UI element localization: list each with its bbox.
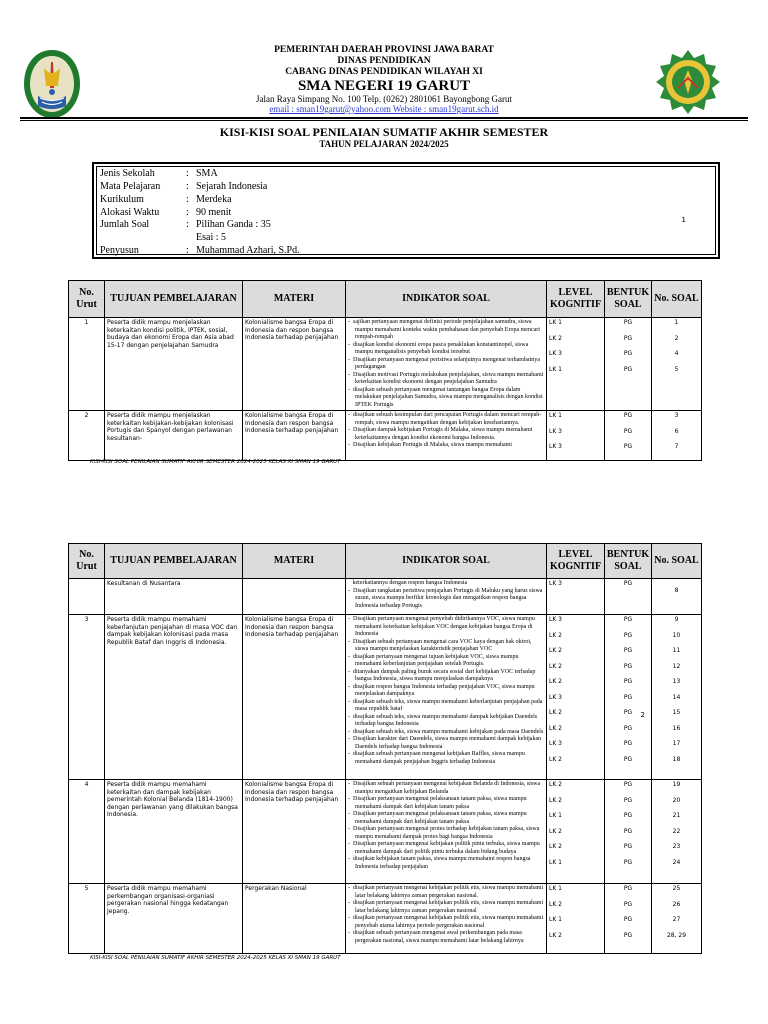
row-tujuan: Kesultanan di Nusantara [105, 579, 243, 615]
level-value: LK 2 [549, 843, 563, 850]
bentuk-value: PG [623, 678, 633, 685]
info-row: Mata Pelajaran : Sejarah Indonesia [100, 181, 268, 192]
header-materi: MATERI [243, 544, 346, 579]
indikator-item: - disajikan respon bangsa Indonesia terhadap penjajahan VOC, siswa mampu menjelaskan dampaknya [348, 683, 535, 697]
bentuk-value: PG [623, 900, 633, 908]
table-row [69, 579, 702, 615]
soal-number: 22 [672, 827, 681, 835]
soal-number: 15 [672, 709, 681, 716]
bentuk-value: PG [623, 796, 633, 804]
row-materi: Kolonialisme bangsa Eropa di Indonesia dan respon bangsa Indonesia terhadap penjajahan [243, 411, 346, 461]
bentuk-value: PG [623, 885, 633, 892]
level-value: LK 2 [549, 900, 563, 908]
level-value: LK 3 [549, 740, 563, 747]
indikator-item: - disajikan kondisi ekonomi eropa pasca penaklukan konstantinopel, siswa mampu menganalisis penyebab kondisi tersebut [348, 341, 529, 355]
level-value: LK 2 [549, 724, 563, 732]
level-value: LK 3 [549, 350, 563, 357]
school-address: Jalan Raya Simpang No. 100 Telp. (0262) 2801061 Bayongbong Garut [256, 94, 512, 104]
row-number: 2 [69, 411, 105, 461]
level-value: LK 2 [549, 631, 563, 639]
bentuk-value: PG [623, 443, 633, 450]
bentuk-value: PG [623, 631, 633, 639]
row-number: 5 [69, 884, 105, 954]
row-bentuk [605, 318, 652, 411]
row-indikator [346, 411, 547, 461]
row-indikator [346, 884, 547, 954]
soal-number: 20 [672, 796, 681, 804]
indikator-item: - Disajikan dampak kebijakan Portugis di Malaka, siswa mampu memahami keterkaitannya dengan kondisi ekonomi bangsa Indonesia. [348, 427, 533, 441]
page-marker: 2 [640, 711, 645, 719]
indikator-item: - disajikan sebuah pertanyaan mengenai kebijakan Raffles, siswa mampu memahami dampak penjajahan Inggris terhadap Indonesia [348, 751, 525, 765]
kisi-kisi-table-2 [68, 543, 702, 954]
row-no-soal [652, 780, 702, 884]
document-subtitle: TAHUN PELAJARAN 2024/2025 [319, 139, 449, 149]
level-value: LK 2 [549, 781, 563, 788]
bentuk-value: PG [623, 693, 633, 701]
letterhead-government: PEMERINTAH DAERAH PROVINSI JAWA BARAT [274, 45, 494, 55]
level-value: LK 2 [549, 931, 563, 939]
bentuk-value: PG [623, 365, 633, 373]
soal-number: 23 [672, 843, 681, 850]
bentuk-value: PG [623, 427, 633, 435]
table-row [69, 318, 702, 411]
level-value: LK 1 [549, 365, 563, 373]
level-value: LK 1 [549, 319, 563, 326]
indikator-item: - disajikan sebuah kesimpulan dari pencapaian Portugis dalam mencari rempah-rempah, siswa mampu mengaitkan dengan kebijakan kesehariannya. [348, 412, 542, 426]
bentuk-value: PG [623, 740, 633, 747]
header-no-soal: No. SOAL [652, 281, 702, 318]
row-number: 1 [69, 318, 105, 411]
indikator-item: - Disajikan pertanyaan mengenai peristiwa selanjutnya mengenai terhambatnya perdagangan [348, 356, 540, 370]
soal-number: 18 [672, 755, 681, 763]
jawa-barat-crest-icon [20, 48, 84, 120]
soal-number: 21 [672, 812, 681, 819]
header-bentuk: BENTUK SOAL [605, 544, 652, 579]
bentuk-value: PG [623, 709, 633, 716]
level-value: LK 2 [549, 678, 563, 685]
indikator-item: - disajikan sebuah teks, siswa mampu memahami keberlanjutan penjajahan pada masa republik bataf [348, 698, 543, 712]
header-level: LEVEL KOGNITIF [547, 281, 605, 318]
level-value: LK 3 [549, 443, 563, 450]
bentuk-value: PG [623, 647, 633, 654]
soal-number: 12 [672, 662, 681, 670]
indikator-item: - disajikan pertanyaan mengenai tujuan kebijakan VOC, siswa mampu memahami keberlanjutan penjajahan setelah Portugis. [348, 653, 519, 667]
info-row: Kurikulum : Merdeka [100, 194, 232, 205]
indikator-item: - disajikan pertanyaan mengenai kebijakan politik etis, siswa mampu memahami latar belakang lahirnya zaman pergerakan nasional. [348, 885, 544, 899]
bentuk-value: PG [623, 334, 633, 342]
indikator-item: - Disajikan sebuah pertanyaan mengenai cara VOC kaya dengan hak oktroi, siswa mampu menjelaskan karakteristik penjajahan VOC [348, 638, 532, 652]
letterhead-divider-thin [20, 120, 748, 121]
info-box [92, 162, 720, 259]
level-value: LK 3 [549, 616, 563, 623]
info-row: Alokasi Waktu : 90 menit [100, 207, 232, 218]
header-tujuan: TUJUAN PEMBELAJARAN [105, 544, 243, 579]
page-footer: KISI-KISI SOAL PENILAIAN SUMATIF AKHIR SEMESTER 2024-2025 KELAS XI SMAN 19 GARUT [90, 955, 341, 961]
indikator-item: - Disajikan pertanyaan mengenai protes terhadap kebijakan tanam paksa, siswa mampu memahami dampak protes bagi bangsa Indonesia [348, 826, 540, 840]
header-no-soal: No. SOAL [652, 544, 702, 579]
soal-number: 11 [672, 647, 681, 654]
left-logo [20, 48, 84, 120]
bentuk-value: PG [623, 755, 633, 763]
level-value: LK 2 [549, 662, 563, 670]
soal-number: 1 [674, 319, 679, 326]
row-tujuan: Peserta didik mampu memahami perkembangan organisasi-organiasi pergerakan nasional hingga kedatangan Jepang. [105, 884, 243, 954]
soal-number: 10 [672, 631, 681, 639]
indikator-item: - disajikan sebuah pertanyaan mengenai awal perkembangan pada masa pergerakan nasional, siswa mampu memahami latar belakang lahirnya [348, 930, 524, 944]
soal-number: 5 [674, 365, 679, 373]
header-no-urut: No. Urut [69, 544, 105, 579]
row-no-soal [652, 318, 702, 411]
header-level: LEVEL KOGNITIF [547, 544, 605, 579]
row-number: 3 [69, 615, 105, 780]
row-indikator [346, 615, 547, 780]
level-value: LK 3 [549, 427, 563, 435]
indikator-item: - Disajikan pertanyaan mengenai pelaksanaan tanam paksa, siswa mampu memahami dampak dari kebijakan tanam paksa [348, 796, 527, 810]
row-level [547, 411, 605, 461]
page-marker: 1 [681, 216, 686, 224]
soal-number: 4 [674, 350, 679, 357]
indikator-item: - Disajikan kebijakan Portugis di Malaka, siswa mampu memahami [348, 442, 512, 448]
indikator-item: - Disajikan pertanyaan mengenai pelaksanaan tanam paksa, siswa mampu memahami dampak dari kebijakan tanam paksa [348, 811, 527, 825]
indikator-item: - sajikan pertanyaan mengenai definisi periode penjelajahan samudra, siswa mampu memahami konteks waktu pembahasan dan penyebab Eropa mencari rempah-rempah [348, 319, 540, 340]
indikator-item: - disajikan kebijakan tanam paksa, siswa mampu memahami respon bangsa Indonesia terhadap penjajahan [348, 856, 531, 870]
indikator-item: - Disajikan sebuah pertanyaan mengenai kebijakan Belanda di Indonesia, siswa mampu mengaitkan kebijakan Belanda [348, 781, 541, 795]
soal-number: 7 [674, 443, 679, 450]
row-no-soal [652, 615, 702, 780]
indikator-item: - ditanyakan dampak paling buruk secara sosial dari kebijakan VOC terhadap bangsa Indonesia, siswa mampu menjelaskan dampaknya [348, 668, 536, 682]
document-title: KISI-KISI SOAL PENILAIAN SUMATIF AKHIR SEMESTER [219, 125, 549, 139]
indikator-item: - disajikan pertanyaan mengenai kebijakan politik etis, siswa mampu memahami penyebab utama lahirnya periode pergerakan nasional [348, 915, 544, 929]
soal-number: 24 [672, 858, 681, 866]
soal-number: 13 [672, 678, 681, 685]
level-value: LK 1 [549, 412, 563, 419]
row-no-soal [652, 884, 702, 954]
info-row: Jenis Sekolah : SMA [100, 168, 218, 179]
level-value: LK 1 [549, 858, 563, 866]
row-level [547, 318, 605, 411]
bentuk-value: PG [623, 858, 633, 866]
soal-number: 16 [672, 724, 681, 732]
level-value: LK 2 [549, 334, 563, 342]
header-indikator: INDIKATOR SOAL [346, 544, 547, 579]
header-tujuan: TUJUAN PEMBELAJARAN [105, 281, 243, 318]
level-value: LK 2 [549, 647, 563, 654]
row-bentuk [605, 615, 652, 780]
bentuk-value: PG [623, 843, 633, 850]
header-indikator: INDIKATOR SOAL [346, 281, 547, 318]
bentuk-value: PG [623, 916, 633, 923]
row-bentuk [605, 884, 652, 954]
header-no-urut: No. Urut [69, 281, 105, 318]
soal-number: 6 [674, 427, 679, 435]
level-value: LK 2 [549, 796, 563, 804]
soal-number: 9 [674, 616, 679, 623]
row-materi: Kolonialisme bangsa Eropa di Indonesia dan respon bangsa Indonesia terhadap penjajahan [243, 780, 346, 884]
row-materi: Pergerakan Nasional [243, 884, 346, 954]
school-name: SMA NEGERI 19 GARUT [297, 78, 471, 94]
soal-number: 19 [672, 781, 681, 788]
bentuk-value: PG [623, 350, 633, 357]
table-row [69, 780, 702, 884]
indikator-item: - disajikan sebuah pertanyaan mengenai tantangan bangsa Eropa dalam melakukan penjelajahan Samudra, siswa mampu menganalisis dengan kondisi IPTEK Portugis [348, 386, 543, 408]
letterhead-department: DINAS PENDIDIKAN [337, 56, 431, 66]
letterhead-divider [20, 117, 748, 119]
bentuk-value: PG [623, 931, 633, 939]
bentuk-value: PG [623, 812, 633, 819]
bentuk-value: PG [623, 827, 633, 835]
level-value: LK 1 [549, 885, 563, 892]
level-value: LK 3 [549, 580, 563, 587]
indikator-item: - Disajikan motivasi Portugis melakukan penjelajahan, siswa mampu memahami keterkaitan kondisi ekonomi dengan penjelajahan Samudra [348, 371, 544, 385]
school-contact-link[interactable]: email : sman19garut@yahoo.com Website : sman19garut.sch.id [269, 104, 499, 114]
row-tujuan: Peserta didik mampu menjelaskan keterkaitan kondisi politik, IPTEK, sosial, budaya dan ekonomi Eropa dan Asia abad 15-17 dengan penjelajahan Samudra [105, 318, 243, 411]
indikator-item: - Disajikan karakter dari Daendels, siswa mampu memahami dampak kebijakan Daendels terhadap bangsa Indonesia [348, 736, 542, 750]
soal-number: 2 [674, 334, 679, 342]
row-level [547, 615, 605, 780]
level-value: LK 2 [549, 827, 563, 835]
row-indikator [346, 780, 547, 884]
indikator-item: - Disajikan pertanyaan mengenai penyebab didirikannya VOC, siswa mampu memahami keterkaitan kebijakan VOC dengan kebijakan bangsa Eropa di Indonesia [348, 616, 535, 637]
bentuk-value: PG [623, 580, 633, 587]
row-materi: Kolonialisme bangsa Eropa di Indonesia dan respon bangsa Indonesia terhadap penjajahan [243, 318, 346, 411]
indikator-item: keterkaitannya dengan respon bangsa Indonesia [352, 580, 468, 586]
row-tujuan: Peserta didik mampu memahami keberlanjutan penjajahan di masa VOC dan dampak kebijakan kolonisasi pada masa Republik Bataf dan Inggris di Indonesia. [105, 615, 243, 780]
soal-number: 14 [672, 693, 681, 701]
row-bentuk [605, 411, 652, 461]
soal-number: 3 [674, 412, 679, 419]
info-row: Penyusun : Muhammad Azhari, S.Pd. [100, 245, 300, 256]
row-level [547, 579, 605, 615]
letterhead-branch: CABANG DINAS PENDIDIKAN WILAYAH XI [285, 67, 483, 77]
bentuk-value: PG [623, 319, 633, 326]
table-row [69, 884, 702, 954]
row-tujuan: Peserta didik mampu memahami keterkaitan dan dampak kebijakan pemerintah Kolonial Belanda (1814-1900) dengan perlawanan yang dilakukan bangsa Indonesia. [105, 780, 243, 884]
row-level [547, 780, 605, 884]
row-indikator [346, 579, 547, 615]
info-row: Jumlah Soal : Pilihan Ganda : 35 [100, 219, 271, 230]
info-row: Esai : 5 [196, 232, 226, 243]
sma-negeri-19-garut-logo-icon [654, 48, 722, 116]
row-bentuk [605, 579, 652, 615]
header-materi: MATERI [243, 281, 346, 318]
level-value: LK 1 [549, 812, 563, 819]
soal-number: 26 [672, 900, 681, 908]
indikator-item: - disajikan sebuah teks, siswa mampu memahami kebijakan pada masa Daendels [348, 728, 544, 735]
level-value: LK 2 [549, 709, 563, 716]
row-materi: Kolonialisme bangsa Eropa di Indonesia dan respon bangsa Indonesia terhadap penjajahan [243, 615, 346, 780]
indikator-item: - Disajikan pertanyaan mengenai kebijakan politik pintu terbuka, siswa mampu memahami dampak dari politik pintu terbuka dalam bidang budaya [348, 841, 540, 855]
bentuk-value: PG [623, 616, 633, 623]
row-bentuk [605, 780, 652, 884]
bentuk-value: PG [623, 724, 633, 732]
bentuk-value: PG [623, 412, 633, 419]
row-tujuan: Peserta didik mampu menjelaskan keterkaitan kebijakan-kebijakan kolonisasi Portugis dan Spanyol dengan perlawanan kesultanan- [105, 411, 243, 461]
row-level [547, 884, 605, 954]
indikator-item: - Disajikan rangkaian peristiwa penjajahan Portugis di Maluku yang harus siswa susun, siswa mampu berfikir kronologis dan mengaitkan respon bangsa Indonesia terhadap Portugis [348, 587, 543, 609]
bentuk-value: PG [623, 662, 633, 670]
level-value: LK 1 [549, 916, 563, 923]
right-logo [654, 48, 722, 116]
row-no-soal [652, 579, 702, 615]
soal-number: 8 [674, 587, 679, 594]
level-value: LK 3 [549, 693, 563, 701]
soal-number: 25 [672, 885, 681, 892]
bentuk-value: PG [623, 781, 633, 788]
table-row [69, 411, 702, 461]
indikator-item: - disajikan sebuah teks, siswa mampu memahami dampak kebijakan Daendels terhadap bangsa Indonesia [348, 713, 538, 727]
kisi-kisi-table-1 [68, 280, 702, 461]
row-no-soal [652, 411, 702, 461]
soal-number: 27 [672, 916, 681, 923]
level-value: LK 2 [549, 755, 563, 763]
row-number [69, 579, 105, 615]
row-indikator [346, 318, 547, 411]
page-footer: KISI-KISI SOAL PENILAIAN SUMATIF AKHIR SEMESTER 2024-2025 KELAS XI SMAN 19 GARUT [90, 459, 341, 465]
soal-number: 17 [672, 740, 681, 747]
table-row [69, 615, 702, 780]
row-materi [243, 579, 346, 615]
header-bentuk: BENTUK SOAL [605, 281, 652, 318]
row-number: 4 [69, 780, 105, 884]
soal-number: 28, 29 [666, 931, 687, 939]
indikator-item: - disajikan pertanyaan mengenai kebijakan politik etis, siswa mampu memahami latar belakang lahirnya zaman pergerakan nasional [348, 900, 544, 914]
